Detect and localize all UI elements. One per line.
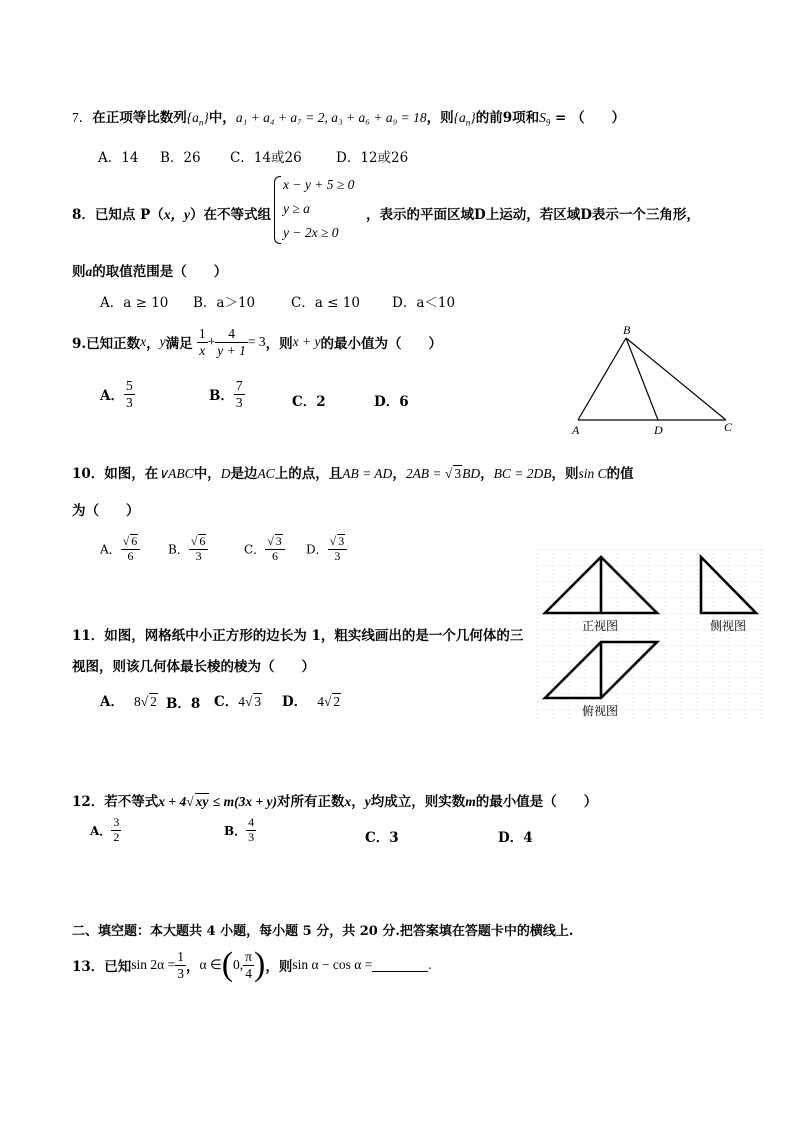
q10-eq2a: 2AB = xyxy=(405,466,445,481)
q11-option-c: C．4√ 3 xyxy=(214,694,262,710)
q9-lead: 9.已知正数 xyxy=(72,336,141,353)
q11-opt-a-rad: 2 xyxy=(150,694,157,709)
q10-opt-c-rad: 3 xyxy=(275,534,282,548)
q10-opt-b-label: B． xyxy=(168,542,189,557)
q10-opt-a-den: 6 xyxy=(127,548,134,563)
q13-int-a: 0, xyxy=(233,957,244,972)
q13-line xyxy=(72,948,432,982)
q10-line2: 为（ ） xyxy=(72,503,140,519)
q9-opt-a-label: A． xyxy=(100,388,124,405)
q13-paren-close: ) xyxy=(254,946,266,983)
q9-plus: + xyxy=(207,334,216,350)
q13-alpha-in: α ∈ xyxy=(199,957,222,972)
q12-lead: 12．若不等式 xyxy=(72,794,159,810)
q13-sin2a: sin 2α = xyxy=(131,957,176,972)
q12-y: y xyxy=(364,794,371,809)
q7-option-d: D．12或26 xyxy=(336,150,409,166)
q9-f1-den: x xyxy=(199,342,206,358)
q10-d: D xyxy=(220,466,231,481)
q9-x: x xyxy=(140,334,147,350)
q9-eq: = 3 xyxy=(247,334,266,350)
q13-expr: sin α − cos α = xyxy=(292,957,373,972)
three-view-figure xyxy=(534,546,764,720)
q9-f2-num: 4 xyxy=(215,326,248,343)
q10-option-b: B． $\frac{√ 6}{3}$ xyxy=(168,534,208,564)
q11-opt-d-rad: 2 xyxy=(333,694,341,709)
q13-tail: ，则 xyxy=(265,959,293,975)
q7-option-c: C．14或26 xyxy=(230,150,302,166)
q10-eq1: AB = AD xyxy=(342,466,393,481)
q12-m: m xyxy=(465,794,476,809)
q8-option-b: B．a＞10 xyxy=(193,295,256,311)
vertex-label-a: A xyxy=(572,423,580,437)
section-2-heading: 二、填空题：本大题共 4 小题，每小题 5 分，共 20 分.把答案填在答题卡中的横线上. xyxy=(72,924,574,939)
q10-opt-c-den: 6 xyxy=(271,548,278,563)
q9-mid: 满足 xyxy=(165,336,193,353)
q7-text: 在正项等比数列 xyxy=(92,110,187,126)
q8-line2-a: 则 xyxy=(72,264,86,280)
q9-frac-1 xyxy=(197,326,208,358)
q7-text-c: ，则 xyxy=(426,110,454,126)
q8-option-c: C．a ≤ 10 xyxy=(291,295,360,311)
side-view-label: 侧视图 xyxy=(710,619,747,633)
front-view-label: 正视图 xyxy=(582,619,619,633)
q10-sep2: ， xyxy=(480,466,494,482)
vertex-label-d: D xyxy=(654,423,663,437)
q9-opt-b-num: 7 xyxy=(235,378,243,393)
q13-num: 1 xyxy=(177,948,184,964)
triangle-side-ba xyxy=(578,338,626,420)
q9-f1-num: 1 xyxy=(198,326,206,341)
q13-den: 3 xyxy=(177,965,184,981)
grid-background xyxy=(534,546,764,720)
q10-eq2c: BD xyxy=(462,466,481,481)
q9-tail-b: 的最小值为（ ） xyxy=(320,336,442,353)
q11-option-a: A． 8√ 2 xyxy=(100,694,157,710)
q7-number: 7． xyxy=(72,110,93,125)
q8-ineq-1: x − y + 5 ≥ 0 xyxy=(283,177,355,192)
q7-seq-end-2: } xyxy=(470,110,476,125)
q11-opt-a-label: A． xyxy=(100,694,124,710)
q13-pi-num: π xyxy=(245,948,252,964)
q10-mid1: 中， xyxy=(193,466,221,482)
q8-line2-var: a xyxy=(85,264,93,279)
q11-opt-d-label: D． xyxy=(282,694,308,710)
q10-tail2: 的值 xyxy=(606,466,634,482)
q7-s9-sub: 9 xyxy=(545,117,551,128)
q12-option-a xyxy=(90,816,121,845)
q11-opt-c-label: C． xyxy=(214,694,239,710)
q7-line xyxy=(72,106,625,128)
q7-seq-2: {a xyxy=(453,110,466,125)
q9-f2-den: y + 1 xyxy=(217,342,246,358)
q12-ineq-rad: xy xyxy=(195,794,209,809)
q11-opt-c-coef: 4 xyxy=(238,694,245,709)
q8-lead2: ）在不等式组 xyxy=(190,207,271,223)
q12-option-d: D．4 xyxy=(498,830,533,846)
q9-opt-a-den: 3 xyxy=(125,394,133,410)
q12-option-c: C．3 xyxy=(365,830,399,846)
q9-option-b xyxy=(209,378,245,410)
q8-option-a: A．a ≥ 10 xyxy=(100,295,169,311)
q9-opt-b-label: B． xyxy=(209,388,234,405)
q10-sep1: ， xyxy=(392,466,406,482)
q12-ineq-b: ≤ m(3x + y) xyxy=(209,794,278,809)
q10-mid3: 上的点，且 xyxy=(274,466,343,482)
q10-ac: AC xyxy=(257,466,275,481)
q7-seq: {a xyxy=(186,110,199,125)
q11-line2: 视图，则该几何体最长棱的棱为（ ） xyxy=(72,659,315,675)
q9-line xyxy=(72,326,442,358)
q10-opt-b-rad: 6 xyxy=(199,534,206,548)
q7-text-b: 中， xyxy=(208,110,236,126)
q8-tail: ，表示的平面区域D上运动，若区域D表示一个三角形， xyxy=(366,207,700,223)
q11-opt-d-coef: 4 xyxy=(317,694,324,709)
q8-line2-b: 的取值范围是（ ） xyxy=(92,264,228,280)
q10-opt-d-den: 3 xyxy=(334,548,341,563)
q11-option-d: D． 4√ 2 xyxy=(282,694,341,710)
triangle-side-bc xyxy=(626,338,726,420)
q8-lead xyxy=(72,203,271,223)
triangle-segment-bd xyxy=(626,338,658,420)
vertex-label-c: C xyxy=(724,420,733,434)
q9-tail-a: ，则 xyxy=(265,336,293,353)
q9-xy: x + y xyxy=(292,334,321,350)
q12-tail2: 的最小值是（ ） xyxy=(475,794,598,810)
q12-opt-b-den: 3 xyxy=(248,829,255,844)
q10-opt-a-rad: 6 xyxy=(131,534,138,548)
q10-option-a: A． $\frac{√ 6}{6}$ xyxy=(100,534,140,564)
q8-brace xyxy=(274,176,281,244)
q10-opt-c-label: C． xyxy=(244,542,266,557)
q8-line2 xyxy=(72,260,227,280)
q12-opt-a-label: A． xyxy=(90,823,112,838)
q13-pi-den: 4 xyxy=(245,965,252,981)
q7-option-b: B．26 xyxy=(160,150,201,166)
q12-option-b xyxy=(224,816,256,845)
q9-opt-a-num: 5 xyxy=(125,378,133,393)
q7-text-d: 的前9项和 xyxy=(475,110,540,126)
q8-ineq-3: y − 2x ≥ 0 xyxy=(283,225,339,240)
q10-tri: ∨ABC xyxy=(158,466,194,481)
q10-eq3: BC = 2DB xyxy=(493,466,552,481)
q10-option-c: C． $\frac{√ 3}{6}$ xyxy=(244,534,285,564)
q12-tail: 均成立，则实数 xyxy=(370,794,466,810)
q12-comma: ， xyxy=(351,794,365,810)
q11-line1: 11．如图，网格纸中小正方形的边长为 1，粗实线画出的是一个几何体的三 xyxy=(72,628,524,644)
q7-seq-sub: n xyxy=(198,117,204,128)
q8-option-d: D．a＜10 xyxy=(392,295,456,311)
q13-comma: ， xyxy=(186,959,200,975)
q11-opt-a-coef: 8 xyxy=(133,694,141,709)
q10-option-d: D． $\frac{√ 3}{3}$ xyxy=(306,534,347,564)
q8-xy: x，y xyxy=(163,207,190,222)
q9-option-d: D．6 xyxy=(374,394,409,410)
q11-option-b: B．8 xyxy=(166,696,201,712)
q9-opt-b-den: 3 xyxy=(235,394,243,410)
vertex-label-b: B xyxy=(623,323,631,337)
q11-opt-c-rad: 3 xyxy=(254,694,262,709)
q8-ineq-2: y ≥ a xyxy=(283,201,310,216)
q13-lead: 13．已知 xyxy=(72,959,132,975)
q9-frac-2 xyxy=(215,326,248,358)
q12-mid: 对所有正数 xyxy=(277,794,345,810)
q10-tail: ，则 xyxy=(551,466,579,482)
q13-answer-blank[interactable] xyxy=(372,959,428,972)
q10-line1: 10．如图，在∨ABC中，D是边AC上的点，且AB = AD，2AB = √ 3BD，BC = 2DB，则sin C的值 xyxy=(72,466,634,482)
top-view-label: 俯视图 xyxy=(582,704,619,718)
q7-option-a: A．14 xyxy=(98,150,139,166)
q10-sinc: sin C xyxy=(578,466,607,481)
q13-end: . xyxy=(428,957,432,972)
q12-opt-a-num: 3 xyxy=(113,815,120,829)
q7-condition: a₁ + a₄ + a₇ = 2, a₃ + a₆ + a₉ = 18 xyxy=(235,110,427,125)
q12-opt-a-den: 2 xyxy=(113,829,120,844)
q10-lead: 10．如图，在 xyxy=(72,466,159,482)
q10-opt-b-den: 3 xyxy=(195,548,202,563)
q12-line: 12．若不等式x + 4√ xy ≤ m(3x + y)对所有正数x，y均成立，则实数m的最小值是（ ） xyxy=(72,794,598,810)
q9-y: y xyxy=(159,334,166,350)
q12-opt-b-label: B． xyxy=(224,823,247,838)
q10-opt-a-label: A． xyxy=(100,542,121,557)
q12-x: x xyxy=(344,794,352,809)
q7-seq-sub-2: n xyxy=(465,117,471,128)
q8-lead-text: 8．已知点 P（ xyxy=(72,207,164,223)
q7-tail: = （ ） xyxy=(550,110,626,126)
q10-opt-d-rad: 3 xyxy=(338,534,345,548)
q12-ineq-a: x + 4 xyxy=(158,794,187,809)
q10-mid2: 是边 xyxy=(230,466,258,482)
q12-opt-b-num: 4 xyxy=(248,815,255,829)
q9-option-c: C．2 xyxy=(292,394,326,410)
q10-eq2b: 3 xyxy=(454,466,462,481)
q9-comma: ， xyxy=(146,336,160,353)
q7-seq-end: } xyxy=(203,110,209,125)
q9-option-a xyxy=(100,378,135,410)
triangle-figure xyxy=(566,320,742,440)
q7-s9: S xyxy=(539,110,546,125)
q13-paren-open: ( xyxy=(221,946,234,983)
q10-opt-d-label: D． xyxy=(306,542,328,557)
